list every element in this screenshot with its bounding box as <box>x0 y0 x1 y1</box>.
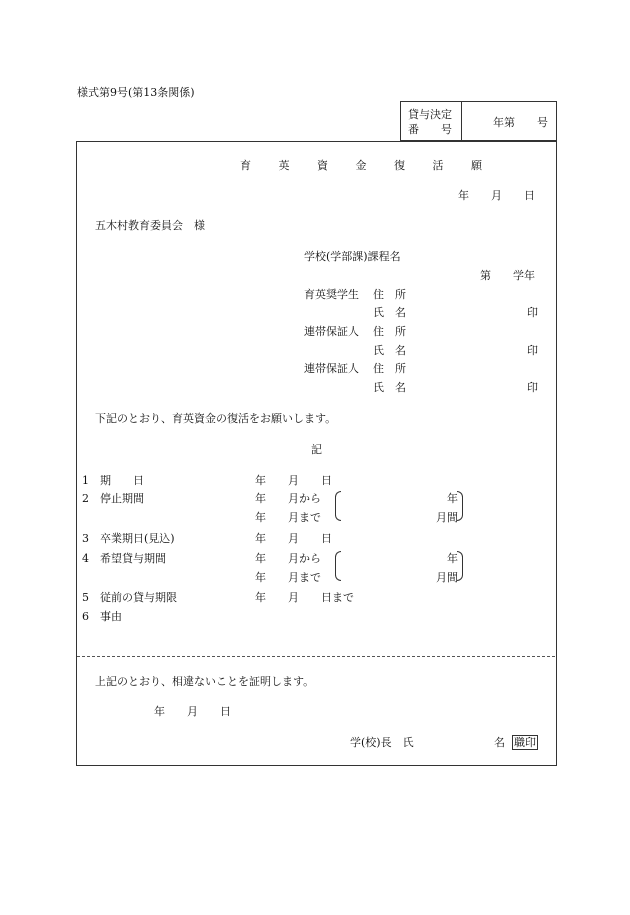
guarantor1-seal: 印 <box>527 344 538 357</box>
item3-label: 卒業期日(見込) <box>100 532 175 545</box>
item5-date[interactable]: 年 月 日まで <box>255 591 354 604</box>
application-date[interactable]: 年 月 日 <box>458 189 535 202</box>
decision-number-box <box>400 101 557 141</box>
item3-number: 3 <box>82 532 89 545</box>
item4-to[interactable]: 年 月まで <box>255 571 321 584</box>
item5-number: 5 <box>82 591 89 604</box>
item4-paren-open <box>335 551 341 581</box>
item2-from[interactable]: 年 月から <box>255 492 321 505</box>
student-address-label: 住 所 <box>373 288 406 301</box>
guarantor1-name-label: 氏 名 <box>373 344 406 357</box>
item4-label: 希望貸与期間 <box>100 552 166 565</box>
guarantor1-role: 連帯保証人 <box>304 325 359 338</box>
decision-label-line1: 貸与決定 <box>408 108 452 121</box>
item6-number: 6 <box>82 610 89 623</box>
item2-number: 2 <box>82 492 89 505</box>
item2-paren-close <box>457 491 463 521</box>
item2-to[interactable]: 年 月まで <box>255 511 321 524</box>
item1-date[interactable]: 年 月 日 <box>255 474 332 487</box>
item2-months: 月間 <box>436 511 458 524</box>
decision-value[interactable]: 年第 号 <box>493 116 548 129</box>
item4-years: 年 <box>447 552 458 565</box>
decision-label-line2: 番 号 <box>408 123 452 136</box>
official-seal-box: 職印 <box>514 736 536 749</box>
certify-text: 上記のとおり、相違ないことを証明します。 <box>95 675 315 688</box>
school-course-label: 学校(学部課)課程名 <box>304 250 401 263</box>
item1-label: 期 日 <box>100 474 144 487</box>
student-seal: 印 <box>527 306 538 319</box>
request-text: 下記のとおり、育英資金の復活をお願いします。 <box>95 412 337 425</box>
guarantor2-name-label: 氏 名 <box>373 381 406 394</box>
student-role: 育英奨学生 <box>304 288 359 301</box>
item4-paren-close <box>457 551 463 581</box>
item2-paren-open <box>335 491 341 521</box>
addressee: 五木村教育委員会 様 <box>95 219 205 232</box>
guarantor2-seal: 印 <box>527 381 538 394</box>
form-title: 育 英 資 金 復 活 願 <box>240 159 494 172</box>
principal-label: 学(校)長 氏 <box>350 736 414 749</box>
principal-name-label: 名 <box>494 736 505 749</box>
item5-label: 従前の貸与期限 <box>100 591 177 604</box>
item4-number: 4 <box>82 552 89 565</box>
item2-years: 年 <box>447 492 458 505</box>
guarantor2-address-label: 住 所 <box>373 362 406 375</box>
item4-from[interactable]: 年 月から <box>255 552 321 565</box>
student-name-label: 氏 名 <box>373 306 406 319</box>
decision-divider <box>461 101 462 141</box>
item6-label: 事由 <box>100 610 122 623</box>
item1-number: 1 <box>82 474 89 487</box>
item2-label: 停止期間 <box>100 492 144 505</box>
dashed-separator <box>77 656 555 657</box>
ki-heading: 記 <box>311 443 322 456</box>
item3-date[interactable]: 年 月 日 <box>255 532 332 545</box>
guarantor2-role: 連帯保証人 <box>304 362 359 375</box>
item4-months: 月間 <box>436 571 458 584</box>
form-label: 様式第9号(第13条関係) <box>77 86 195 99</box>
school-grade[interactable]: 第 学年 <box>480 269 535 282</box>
certify-date[interactable]: 年 月 日 <box>154 705 231 718</box>
guarantor1-address-label: 住 所 <box>373 325 406 338</box>
